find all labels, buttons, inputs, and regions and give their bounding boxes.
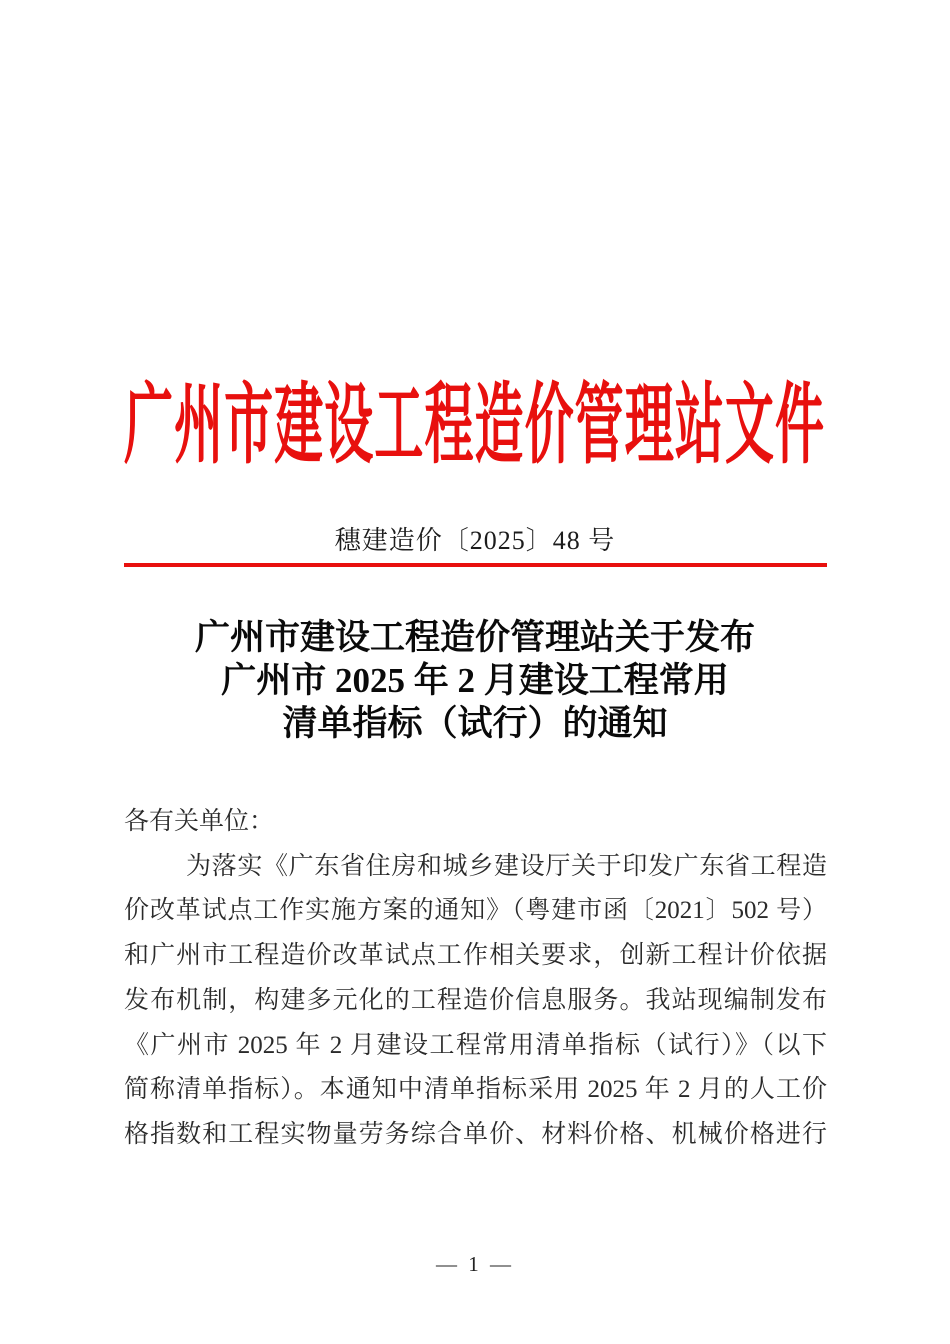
- notice-title-line-3: 清单指标（试行）的通知: [282, 704, 668, 743]
- body-line: 简称清单指标）。本通知中清单指标采用 2025 年 2 月的人工价: [124, 1076, 827, 1104]
- document-reference-number: 穗建造价〔2025〕48 号: [334, 526, 616, 555]
- body-line: 格指数和工程实物量劳务综合单价、材料价格、机械价格进行: [124, 1120, 827, 1148]
- salutation: 各有关单位：: [124, 808, 275, 835]
- red-divider-line: [124, 563, 827, 567]
- body-line: 为落实《广东省住房和城乡建设厅关于印发广东省工程造: [186, 852, 827, 880]
- notice-title-line-2: 广州市 2025 年 2 月建设工程常用: [221, 661, 729, 700]
- body-line: 和广州市工程造价改革试点工作相关要求，创新工程计价依据: [124, 942, 827, 970]
- page-number: — 1 —: [436, 1252, 514, 1276]
- body-line: 价改革试点工作实施方案的通知》（粤建市函〔2021〕502 号）: [124, 897, 827, 925]
- notice-title: [0, 616, 950, 745]
- body-line: 《广州市 2025 年 2 月建设工程常用清单指标（试行）》（以下: [124, 1031, 827, 1059]
- body-line: 发布机制，构建多元化的工程造价信息服务。我站现编制发布: [124, 986, 827, 1014]
- notice-body: [124, 800, 827, 1158]
- letterhead-title: 广州市建设工程造价管理站文件: [124, 376, 824, 475]
- notice-title-line-1: 广州市建设工程造价管理站关于发布: [194, 618, 755, 657]
